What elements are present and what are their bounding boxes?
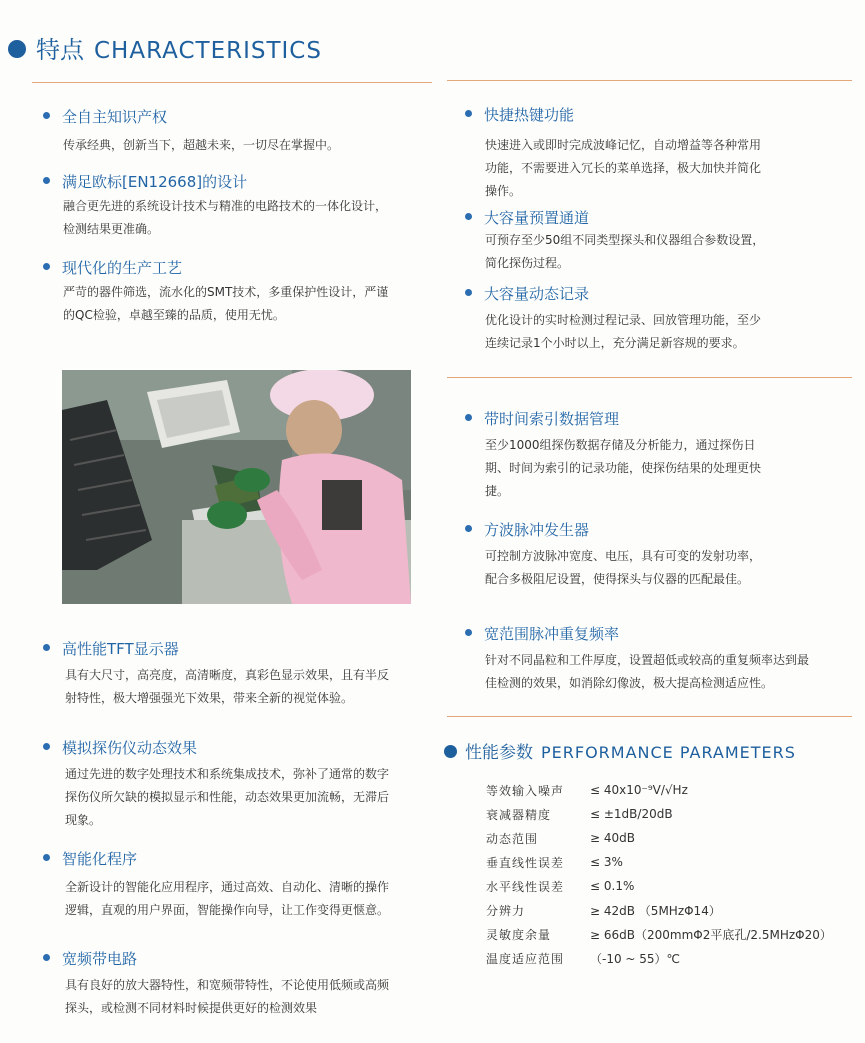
divider-left-top xyxy=(32,82,432,83)
feature-desc: 可预存至少50组不同类型探头和仪器组合参数设置， 简化探伤过程。 xyxy=(485,233,765,270)
feature-desc: 优化设计的实时检测过程记录、回放管理功能，至少 连续记录1个小时以上，充分满足新容规的要求。 xyxy=(485,313,762,350)
bullet-icon xyxy=(465,414,472,421)
table-row: 水平线性误差 ≤ 0.1% xyxy=(486,879,635,894)
feature-item xyxy=(465,408,850,503)
bullet-icon xyxy=(43,112,50,119)
title-bullet-icon xyxy=(8,40,26,58)
left-features-bottom xyxy=(43,638,428,1020)
feature-item xyxy=(465,623,850,695)
feature-item xyxy=(43,848,428,922)
feature-title: 智能化程序 xyxy=(43,848,428,876)
performance-table xyxy=(486,778,832,970)
table-row: 动态范围 ≥ 40dB xyxy=(486,831,635,846)
table-row: 垂直线性误差 ≤ 3% xyxy=(486,855,623,870)
feature-desc: 针对不同晶粒和工件厚度，设置超低或较高的重复频率达到最 佳检测的效果，如消除幻像波，极大提高检测适应性。 xyxy=(485,653,810,690)
feature-item xyxy=(465,207,850,275)
bullet-icon xyxy=(43,954,50,961)
feature-title: 大容量动态记录 xyxy=(465,283,850,309)
bullet-icon xyxy=(43,263,50,270)
feature-item xyxy=(43,948,428,1020)
feature-desc: 通过先进的数字处理技术和系统集成技术，弥补了通常的数字 探伤仪所欠缺的模拟显示和性能，动态效果更加流畅，无滞后 现象。 xyxy=(65,767,390,827)
feature-item xyxy=(43,171,413,241)
table-row: 衰减器精度 ≤ ±1dB/20dB xyxy=(486,807,673,822)
feature-title: 方波脉冲发生器 xyxy=(465,519,850,545)
divider-right-bottom xyxy=(447,716,852,717)
left-features-top xyxy=(43,106,413,327)
feature-title: 宽频带电路 xyxy=(43,948,428,974)
feature-item xyxy=(465,283,850,355)
feature-title: 模拟探伤仪动态效果 xyxy=(43,737,428,763)
performance-bullet-icon xyxy=(444,745,457,758)
feature-desc: 全新设计的智能化应用程序，通过高效、自动化、清晰的操作 逻辑，直观的用户界面，智能操作向导，让工作变得更惬意。 xyxy=(65,880,390,917)
feature-title: 满足欧标[EN12668]的设计 xyxy=(43,171,413,195)
bullet-icon xyxy=(43,177,50,184)
divider-right-top xyxy=(447,80,852,81)
feature-title: 大容量预置通道 xyxy=(465,207,850,229)
feature-desc: 至少1000组探伤数据存储及分析能力，通过探伤日 期、时间为索引的记录功能，使探伤结果的处理更快 捷。 xyxy=(485,438,762,498)
table-row: 分辨力 ≥ 42dB （5MHzΦ14） xyxy=(486,903,721,918)
divider-right-middle xyxy=(447,377,852,378)
performance-title: 性能参数 PERFORMANCE PARAMETERS xyxy=(444,738,796,763)
bullet-icon xyxy=(465,213,472,220)
feature-desc: 可控制方波脉冲宽度、电压，具有可变的发射功率， 配合多极阻尼设置，使得探头与仪器的匹配最佳。 xyxy=(485,549,762,586)
feature-title: 快捷热键功能 xyxy=(465,104,850,134)
bullet-icon xyxy=(43,644,50,651)
right-features-top xyxy=(465,104,850,355)
feature-title: 宽范围脉冲重复频率 xyxy=(465,623,850,649)
bullet-icon xyxy=(465,289,472,296)
feature-item xyxy=(43,106,413,157)
feature-title: 高性能TFT显示器 xyxy=(43,638,428,664)
feature-desc: 具有大尺寸，高亮度，高清晰度，真彩色显示效果，且有半反 射特性，极大增强强光下效果，带来全新的视觉体验。 xyxy=(65,668,390,705)
feature-title: 全自主知识产权 xyxy=(43,106,413,134)
feature-item xyxy=(465,104,850,203)
table-row: 灵敏度余量 ≥ 66dB（200mmΦ2平底孔/2.5MHzΦ20） xyxy=(486,927,832,942)
feature-title: 现代化的生产工艺 xyxy=(43,257,413,281)
factory-worker-photo xyxy=(62,370,411,604)
feature-desc: 具有良好的放大器特性，和宽频带特性，不论使用低频或高频 探头，或检测不同材料时候提供更好的检测效果 xyxy=(65,978,390,1015)
table-row: 等效输入噪声 ≤ 40x10⁻⁹V/√Hz xyxy=(486,783,688,798)
feature-desc: 快速进入或即时完成波峰记忆，自动增益等各种常用 功能，不需要进入冗长的菜单选择，极大加快并简化 操作。 xyxy=(485,138,762,198)
feature-desc: 传承经典，创新当下，超越未来，一切尽在掌握中。 xyxy=(63,138,340,152)
feature-item xyxy=(43,257,413,327)
page-title: 特点 CHARACTERISTICS xyxy=(8,30,322,65)
bullet-icon xyxy=(465,525,472,532)
feature-desc: 融合更先进的系统设计技术与精准的电路技术的一体化设计， 检测结果更准确。 xyxy=(63,199,388,236)
table-row: 温度适应范围 （-10 ~ 55）℃ xyxy=(486,951,681,966)
bullet-icon xyxy=(465,629,472,636)
feature-desc: 严苛的器件筛选，流水化的SMT技术，多重保护性设计，严谨 的QC检验，卓越至臻的品质，使用无忧。 xyxy=(63,285,389,322)
feature-item xyxy=(43,638,428,710)
bullet-icon xyxy=(43,854,50,861)
feature-item xyxy=(465,519,850,591)
right-features-bottom xyxy=(465,408,850,695)
bullet-icon xyxy=(43,743,50,750)
feature-item xyxy=(43,737,428,832)
bullet-icon xyxy=(465,110,472,117)
feature-title: 带时间索引数据管理 xyxy=(465,408,850,434)
